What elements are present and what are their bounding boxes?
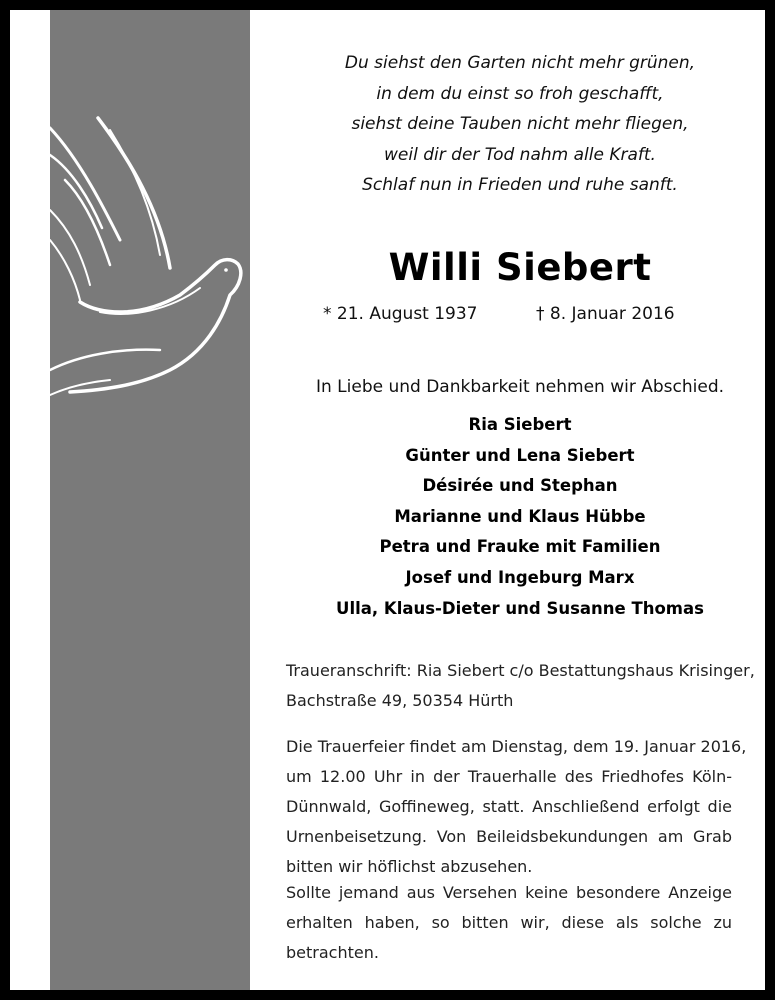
notice-content [278, 10, 762, 990]
notice-line: betrachten. [286, 943, 379, 962]
deceased-name: Willi Siebert [388, 246, 652, 289]
poem-line: Schlaf nun in Frieden und ruhe sanft. [362, 175, 678, 195]
notice-paragraph [286, 878, 732, 968]
ceremony-line: Die Trauerfeier findet am Dienstag, dem 19. Januar 2016, [286, 737, 747, 756]
death-date: † 8. Januar 2016 [536, 304, 675, 324]
mourner: Josef und Ingeburg Marx [405, 567, 635, 587]
ceremony-line: bitten wir höflichst abzusehen. [286, 857, 533, 876]
mourner: Ulla, Klaus-Dieter und Susanne Thomas [336, 598, 704, 618]
mourners-list [278, 410, 762, 624]
poem-line: weil dir der Tod nahm alle Kraft. [384, 144, 656, 165]
farewell-line: In Liebe und Dankbarkeit nehmen wir Abschied. [315, 377, 725, 397]
address-line: Traueranschrift: Ria Siebert c/o Bestattungshaus Krisinger, [286, 661, 755, 680]
mourner: Petra und Frauke mit Familien [379, 537, 661, 557]
mourner: Marianne und Klaus Hübbe [394, 506, 646, 526]
notice-line: Sollte jemand aus Versehen keine besondere Anzeige [286, 883, 732, 902]
address-line: Bachstraße 49, 50354 Hürth [286, 691, 514, 710]
mourner: Günter und Lena Siebert [405, 445, 635, 465]
birth-date: * 21. August 1937 [323, 304, 478, 324]
poem-line: in dem du einst so froh geschafft, [376, 83, 664, 104]
poem-line: siehst deine Tauben nicht mehr fliegen, [351, 114, 689, 134]
memorial-poem [278, 48, 762, 201]
ceremony-line: Urnenbeisetzung. Von Beileidsbekundungen am Grab [286, 827, 732, 846]
notice-line: erhalten haben, so bitten wir, diese als solche zu [286, 913, 732, 932]
poem-line: Du siehst den Garten nicht mehr grünen, [344, 53, 696, 73]
ceremony-line: um 12.00 Uhr in der Trauerhalle des Friedhofes Köln- [286, 767, 732, 786]
dove-icon [10, 90, 250, 410]
ceremony-paragraph [286, 732, 747, 882]
mourner: Désirée und Stephan [422, 476, 618, 496]
mourner: Ria Siebert [468, 415, 572, 434]
mourning-address [286, 656, 755, 716]
ceremony-line: Dünnwald, Goffineweg, statt. Anschließend erfolgt die [286, 797, 732, 816]
